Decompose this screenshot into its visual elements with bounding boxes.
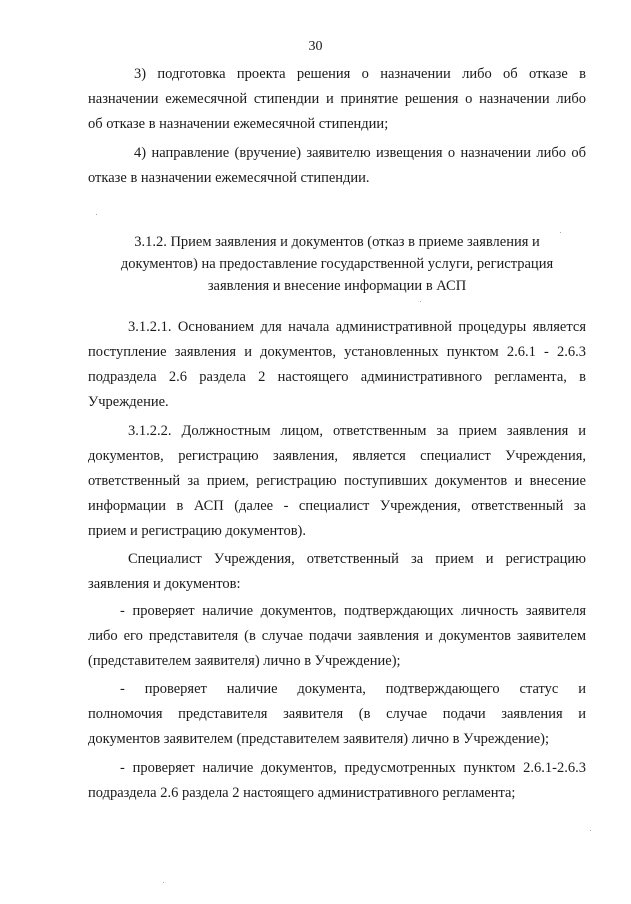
list-item bbox=[88, 677, 586, 752]
page-number: 30 bbox=[308, 39, 323, 54]
text-line: подраздела 2.6 раздела 2 настоящего административного регламента, в bbox=[88, 369, 586, 385]
specialist-paragraph bbox=[88, 547, 586, 597]
text-line: либо его представителя (в случае подачи заявления и документов заявителем bbox=[88, 628, 586, 644]
text-line: поступление заявления и документов, установленных пунктом 2.6.1 - 2.6.3 bbox=[88, 344, 586, 360]
paragraph-3-1-2-1 bbox=[88, 315, 586, 415]
scan-speck bbox=[590, 830, 591, 831]
text-line: 3.1.2.1. Основанием для начала административной процедуры является bbox=[128, 319, 586, 335]
text-line: прием и регистрацию документов). bbox=[88, 523, 306, 539]
item-4-paragraph bbox=[88, 141, 586, 191]
text-line: подраздела 2.6 раздела 2 настоящего административного регламента; bbox=[88, 785, 516, 801]
scan-speck bbox=[163, 882, 164, 883]
heading-line: документов) на предоставление государственной услуги, регистрация bbox=[120, 256, 554, 272]
text-line: Учреждение. bbox=[88, 394, 169, 410]
scan-speck bbox=[420, 301, 421, 302]
scan-speck bbox=[96, 214, 97, 215]
text-line: заявления и документов: bbox=[88, 576, 241, 592]
text-line: 3) подготовка проекта решения о назначении либо об отказе в bbox=[134, 66, 586, 82]
text-line: полномочия представителя заявителя (в случае подачи заявления и bbox=[88, 706, 586, 722]
text-line: 4) направление (вручение) заявителю извещения о назначении либо об bbox=[134, 145, 586, 161]
section-heading bbox=[88, 231, 586, 297]
paragraph-3-1-2-2 bbox=[88, 419, 586, 544]
item-3-paragraph bbox=[88, 62, 586, 137]
text-line: 3.1.2.2. Должностным лицом, ответственным за прием заявления и bbox=[128, 423, 586, 439]
text-line: назначении ежемесячной стипендии и принятие решения о назначении либо bbox=[88, 91, 586, 107]
text-line: Специалист Учреждения, ответственный за прием и регистрацию bbox=[128, 551, 586, 567]
scan-speck bbox=[560, 232, 561, 233]
text-line: об отказе в назначении ежемесячной стипендии; bbox=[88, 116, 389, 132]
text-line: - проверяет наличие документа, подтверждающего статус и bbox=[120, 681, 586, 697]
text-line: - проверяет наличие документов, предусмотренных пунктом 2.6.1-2.6.3 bbox=[120, 760, 586, 776]
list-item bbox=[88, 756, 586, 806]
list-item bbox=[88, 599, 586, 674]
text-line: (представителем заявителя) лично в Учреждение); bbox=[88, 653, 401, 669]
heading-line: 3.1.2. Прием заявления и документов (отказ в приеме заявления и bbox=[134, 234, 540, 250]
text-line: - проверяет наличие документов, подтверждающих личность заявителя bbox=[120, 603, 586, 619]
heading-line: заявления и внесение информации в АСП bbox=[207, 278, 467, 294]
text-line: ответственный за прием, регистрацию поступивших документов и внесение bbox=[88, 473, 586, 489]
text-line: документов, регистрацию заявления, является специалист Учреждения, bbox=[88, 448, 586, 464]
text-line: документов заявителем (представителем заявителя) лично в Учреждение); bbox=[88, 731, 549, 747]
text-line: информации в АСП (далее - специалист Учреждения, ответственный за bbox=[88, 498, 586, 514]
text-line: отказе в назначении ежемесячной стипендии. bbox=[88, 170, 370, 186]
